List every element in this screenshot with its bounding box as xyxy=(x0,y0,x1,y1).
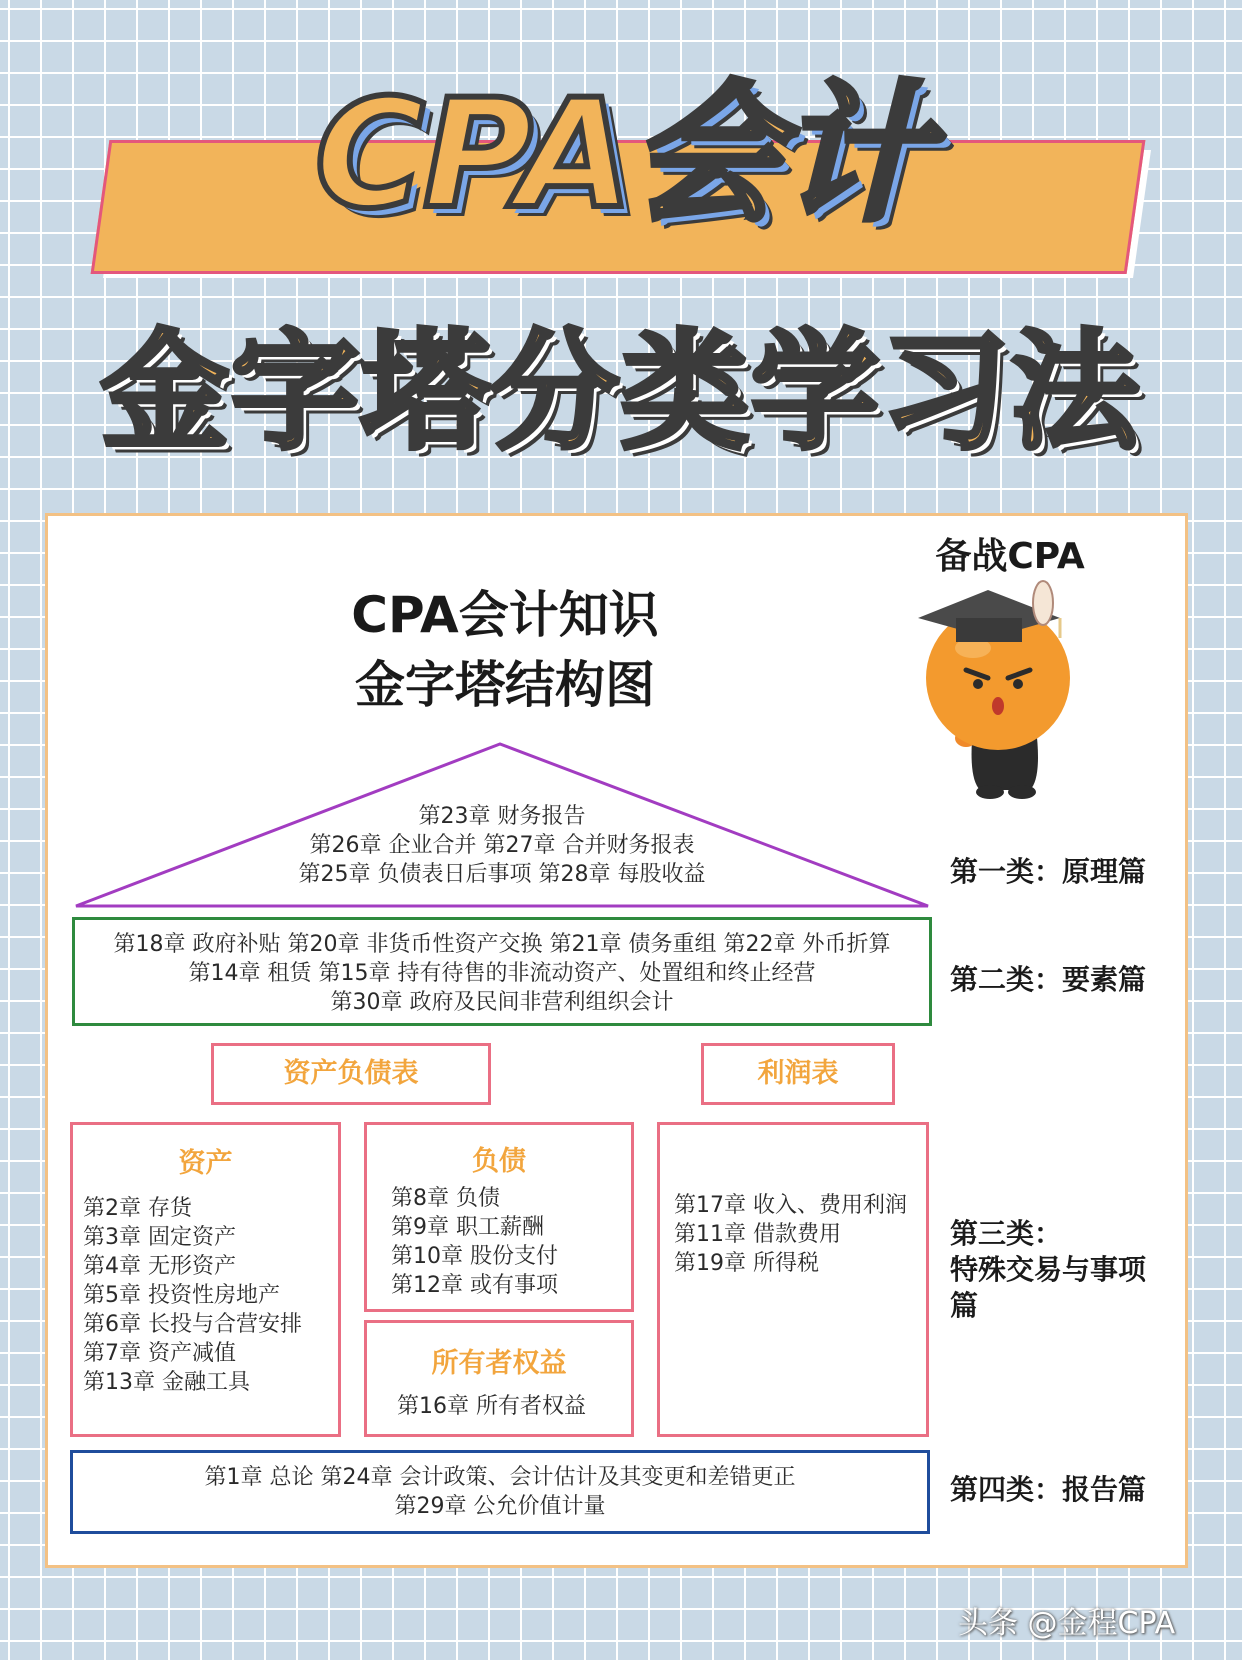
assets-box xyxy=(70,1122,341,1437)
list-item: 第13章 金融工具 xyxy=(83,1370,250,1395)
equity-list xyxy=(397,1392,631,1421)
list-item: 第11章 借款费用 xyxy=(674,1222,841,1247)
balance-sheet-label: 资产负债表 xyxy=(211,1043,491,1105)
report-line: 第29章 公允价值计量 xyxy=(394,1494,606,1519)
list-item: 第3章 固定资产 xyxy=(83,1225,236,1250)
equity-box xyxy=(364,1320,634,1437)
page-title: CPA会计 xyxy=(314,68,928,242)
card-title-line1: CPA会计知识 xyxy=(351,586,659,644)
list-item: 第9章 职工薪酬 xyxy=(391,1215,544,1240)
list-item: 第12章 或有事项 xyxy=(391,1273,558,1298)
elements-line: 第18章 政府补贴 第20章 非货币性资产交换 第21章 债务重组 第22章 外币折算 xyxy=(113,932,891,957)
liabilities-heading: 负债 xyxy=(472,1146,526,1177)
principle-line: 第26章 企业合并 第27章 合并财务报表 xyxy=(309,833,695,858)
list-item: 第6章 长投与合营安排 xyxy=(83,1312,302,1337)
list-item: 第2章 存货 xyxy=(83,1196,192,1221)
principle-layer-text xyxy=(72,802,932,889)
category-special-line2: 特殊交易与事项 xyxy=(950,1253,1147,1286)
profit-box xyxy=(657,1122,929,1437)
category-report: 第四类：报告篇 xyxy=(950,1473,1147,1506)
list-item: 第5章 投资性房地产 xyxy=(83,1283,280,1308)
page-subtitle: 金字塔分类学习法 xyxy=(100,318,1141,467)
elements-layer-text xyxy=(72,930,932,1017)
assets-list xyxy=(83,1194,338,1397)
list-item: 第16章 所有者权益 xyxy=(397,1394,586,1419)
principle-line: 第25章 负债表日后事项 第28章 每股收益 xyxy=(298,862,706,887)
mascot-label: 备战CPA xyxy=(935,536,1085,577)
principle-line: 第23章 财务报告 xyxy=(418,804,586,829)
category-elements: 第二类：要素篇 xyxy=(950,963,1147,996)
category-special-line1: 第三类： xyxy=(950,1217,1063,1250)
liabilities-box xyxy=(364,1122,634,1312)
watermark: 头条 @金程CPA xyxy=(958,1606,1176,1641)
profit-list xyxy=(674,1191,926,1278)
equity-heading: 所有者权益 xyxy=(431,1348,567,1379)
report-layer-text xyxy=(70,1463,930,1521)
elements-line: 第30章 政府及民间非营利组织会计 xyxy=(330,990,674,1015)
card-title xyxy=(280,580,730,720)
category-special xyxy=(950,1216,1146,1324)
orange-mascot-icon xyxy=(918,578,1088,803)
category-special-line3: 篇 xyxy=(950,1289,979,1322)
liabilities-list xyxy=(391,1184,631,1300)
elements-line: 第14章 租赁 第15章 持有待售的非流动资产、处置组和终止经营 xyxy=(188,961,816,986)
assets-heading: 资产 xyxy=(178,1148,233,1179)
list-item: 第4章 无形资产 xyxy=(83,1254,236,1279)
list-item: 第10章 股份支付 xyxy=(391,1244,558,1269)
list-item: 第19章 所得税 xyxy=(674,1251,819,1276)
category-principle: 第一类：原理篇 xyxy=(950,855,1147,888)
income-statement-label: 利润表 xyxy=(701,1043,895,1105)
report-line: 第1章 总论 第24章 会计政策、会计估计及其变更和差错更正 xyxy=(204,1465,796,1490)
list-item: 第8章 负债 xyxy=(391,1186,500,1211)
list-item: 第7章 资产减值 xyxy=(83,1341,236,1366)
list-item: 第17章 收入、费用利润 xyxy=(674,1193,907,1218)
card-title-line2: 金字塔结构图 xyxy=(355,656,655,714)
